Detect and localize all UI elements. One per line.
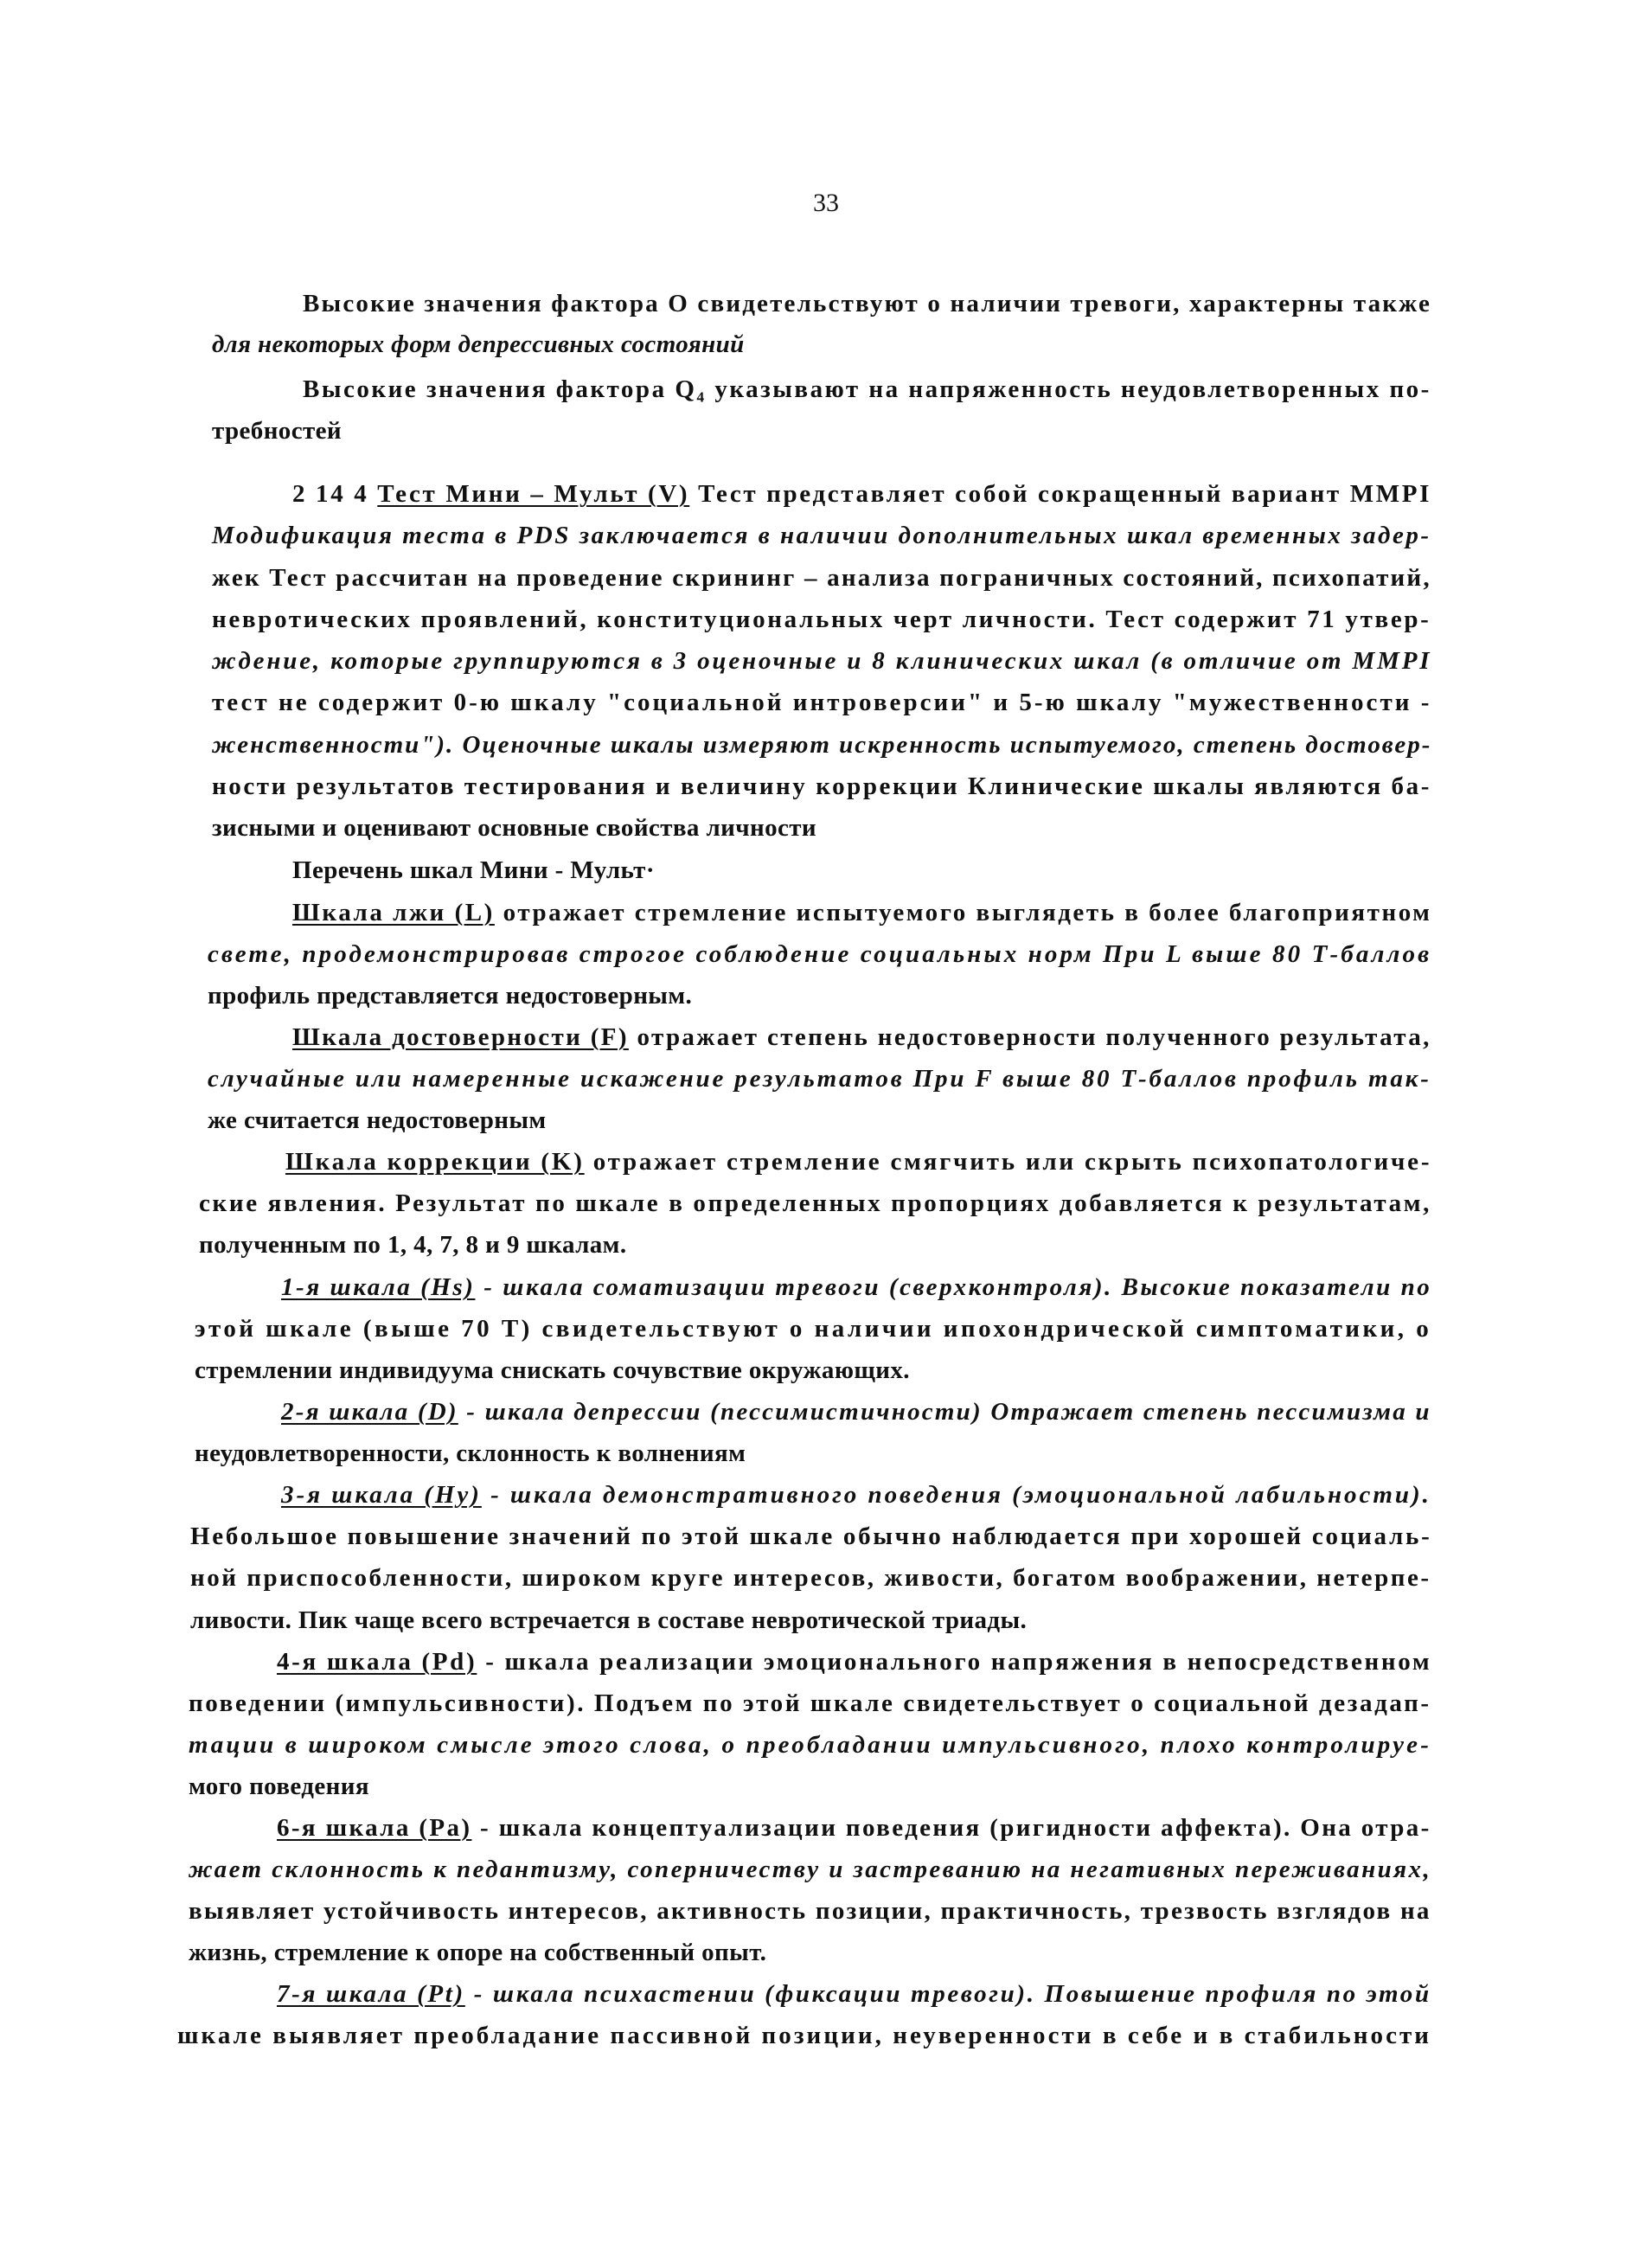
text-line — [195, 1313, 1431, 1344]
text-run: ливости. Пик чаще всего встречается в составе невротической триады. — [190, 1606, 1028, 1634]
text-run: профиль представляется недостоверным. — [208, 982, 693, 1010]
section-heading: 6-я шкала (Pa) — [277, 1814, 472, 1842]
text-line — [292, 897, 1431, 928]
text-line — [190, 1605, 1027, 1636]
text-line — [189, 1937, 766, 1968]
text-run: неудовлетворенности, склонность к волнениям — [195, 1439, 746, 1467]
text-line — [189, 1729, 1431, 1760]
text-line — [212, 645, 1431, 676]
text-line — [195, 1438, 746, 1469]
text-line — [303, 374, 1431, 405]
text-line — [285, 1146, 1431, 1177]
text-run: Перечень шкал Мини - Мульт· — [292, 856, 655, 884]
text-run: этой шкале (выше 70 Т) свидетельствуют о наличии ипохондрической симптоматики, о — [195, 1315, 1432, 1343]
section-heading: Шкала коррекции (K) — [285, 1148, 585, 1176]
text-line — [281, 1479, 1431, 1510]
text-run: - шкала психастении (фиксации тревоги). Повышение профиля по этой — [464, 1980, 1431, 2008]
text-line — [277, 1812, 1431, 1843]
text-line — [292, 855, 655, 886]
text-line — [281, 1272, 1431, 1303]
text-line — [208, 1063, 1431, 1094]
text-run: выявляет устойчивость интересов, активность позиции, практичность, трезвость взглядов на — [189, 1897, 1431, 1925]
section-heading: 3-я шкала (Hy) — [281, 1481, 482, 1509]
text-line — [195, 1355, 910, 1386]
text-line — [277, 1978, 1431, 2010]
text-line — [208, 1105, 547, 1136]
text-run: Небольшое повышение значений по этой шкале обычно наблюдается при хорошей социаль- — [190, 1523, 1432, 1550]
text-run: Высокие значения фактора Q₄ указывают на напряженность неудовлетворенных по- — [303, 375, 1431, 403]
text-run: тест не содержит 0-ю шкалу "социальной интроверсии" и 5-ю шкалу "мужественности - — [212, 689, 1432, 716]
text-line — [212, 415, 342, 446]
text-run: зисными и оценивают основные свойства личности — [212, 814, 817, 842]
text-run: поведении (импульсивности). Подъем по этой шкале свидетельствует о социальной дезадап- — [189, 1689, 1431, 1717]
text-run: - шкала реализации эмоционального напряжения в непосредственном — [477, 1648, 1432, 1676]
text-line — [281, 1396, 1431, 1427]
text-line — [292, 478, 1431, 510]
section-heading: Тест Мини – Мульт (V) — [377, 480, 690, 508]
text-run: отражает стремление испытуемого выглядеть в более благоприятном — [494, 899, 1432, 926]
text-line — [189, 1771, 369, 1802]
text-run: заключается в наличии дополнительных шкал временных задер- — [570, 522, 1431, 549]
text-run: отражает степень недостоверности полученного результата, — [628, 1023, 1431, 1051]
page-number: 33 — [813, 189, 839, 217]
text-run: невротических проявлений, конституциональных черт личности. Тест содержит 71 утвер- — [212, 606, 1431, 633]
text-run: жает склонность к педантизму, соперничеству и застреванию на негативных переживаниях, — [189, 1856, 1432, 1883]
section-heading: Шкала достоверности (F) — [292, 1023, 629, 1051]
text-line — [212, 812, 816, 843]
section-heading: 4-я шкала (Pd) — [277, 1648, 477, 1676]
text-line — [208, 980, 692, 1011]
text-run: Тест представляет собой сокращенный вариант MMPI — [689, 480, 1432, 508]
text-line — [277, 1646, 1431, 1677]
section-heading: 7-я шкала (Pt) — [277, 1980, 465, 2008]
text-run: стремлении индивидуума снискать сочувствие окружающих. — [195, 1356, 910, 1384]
text-line — [208, 939, 1431, 970]
text-run: мого поведения — [189, 1773, 369, 1800]
text-run: женственности"). Оценочные шкалы измеряют искренность испытуемого, степень достовер- — [212, 731, 1432, 759]
text-run: же считается недостоверным — [208, 1106, 547, 1134]
text-line — [199, 1229, 627, 1260]
text-line — [303, 288, 1431, 319]
text-run: ждение, которые группируются в 3 оценочные и 8 клинических шкал (в отличие от MMPI — [212, 647, 1432, 675]
text-line — [212, 562, 1431, 593]
section-heading: Шкала лжи (L) — [292, 899, 495, 926]
text-run: - шкала демонстративного поведения (эмоциональной лабильности). — [481, 1481, 1431, 1509]
text-run: требностей — [212, 417, 343, 445]
text-line — [212, 604, 1431, 635]
text-run: - шкала концептуализации поведения (ригидности аффекта). Она отра- — [471, 1814, 1431, 1842]
section-heading: 1-я шкала (Hs) — [281, 1273, 476, 1301]
text-line — [190, 1521, 1431, 1552]
text-line — [177, 2020, 1431, 2051]
text-run: жизнь, стремление к опоре на собственный опыт. — [189, 1939, 767, 1966]
text-run: ности результатов тестирования и величину коррекции Клинические шкалы являются ба- — [212, 772, 1431, 800]
text-run: отражает стремление смягчить или скрыть психопатологиче- — [584, 1148, 1432, 1176]
section-heading: 2-я шкала (D) — [281, 1398, 458, 1426]
text-run: Модификация теста в — [212, 522, 517, 549]
text-run: ной приспособленности, широком круге интересов, живости, богатом воображении, нетерпе- — [190, 1564, 1431, 1592]
text-run: - шкала соматизации тревоги (сверхконтроля). Высокие показатели по — [475, 1273, 1432, 1301]
text-line — [189, 1688, 1431, 1719]
text-run: для некоторых форм депрессивных состояний — [212, 330, 745, 358]
text-line — [212, 771, 1431, 802]
text-run: случайные или намеренные искажение результатов При F выше 80 Т-баллов профиль так- — [208, 1065, 1431, 1093]
text-line — [199, 1188, 1431, 1219]
text-line — [189, 1895, 1431, 1926]
text-line — [190, 1562, 1431, 1593]
text-run: - шкала депрессии (пессимистичности) Отражает степень пессимизма и — [458, 1398, 1431, 1426]
text-run: свете, продемонстрировав строгое соблюдение социальных норм При L выше 80 Т-баллов — [208, 940, 1432, 968]
text-line — [292, 1022, 1431, 1053]
text-run: 2 14 4 — [292, 480, 378, 508]
text-run: полученным по 1, 4, 7, 8 и 9 шкалам. — [199, 1231, 627, 1259]
text-run: шкале выявляет преобладание пассивной позиции, неуверенности в себе и в стабильности — [177, 2022, 1432, 2049]
text-line — [212, 729, 1431, 760]
text-run: тации в широком смысле этого слова, о преобладании импульсивного, плохо контролируе- — [189, 1731, 1432, 1759]
text-line — [212, 520, 1431, 551]
text-run: PDS — [516, 522, 571, 549]
text-line — [212, 329, 745, 360]
text-run: Высокие значения фактора О свидетельствуют о наличии тревоги, характерны также — [303, 290, 1432, 317]
text-run: жек Тест рассчитан на проведение скрининг – анализа пограничных состояний, психопатий, — [212, 564, 1431, 592]
text-run: ские явления. Результат по шкале в определенных пропорциях добавляется к результатам, — [199, 1189, 1432, 1217]
text-line — [189, 1854, 1431, 1885]
text-line — [212, 687, 1431, 718]
